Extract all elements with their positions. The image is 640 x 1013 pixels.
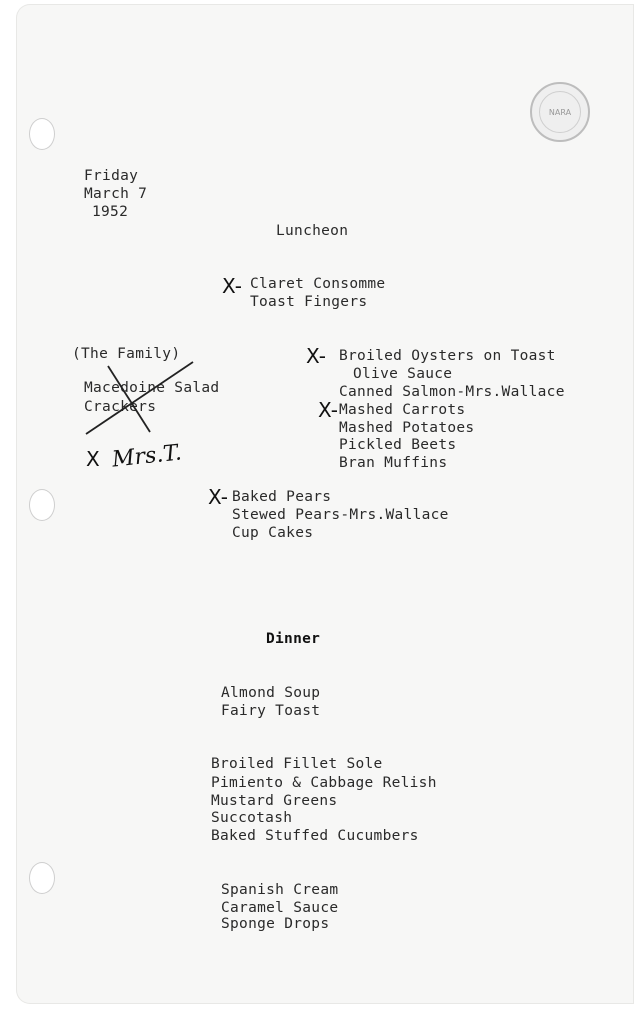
check-mark: X- [208,485,228,509]
luncheon-main-item: Mashed Carrots [339,402,466,418]
luncheon-main-item: Mashed Potatoes [339,420,475,436]
luncheon-title: Luncheon [276,223,349,239]
dinner-dessert-item: Sponge Drops [221,916,330,932]
luncheon-soup-item: Toast Fingers [250,294,368,310]
dinner-soup-item: Fairy Toast [221,703,321,719]
dinner-title: Dinner [266,631,321,647]
date-year: 1952 [92,204,129,220]
date-month: March 7 [84,186,148,202]
family-item: Crackers [84,399,157,415]
luncheon-main-item: Bran Muffins [339,455,448,471]
dinner-main-item: Pimiento & Cabbage Relish [211,775,437,791]
dinner-dessert-item: Caramel Sauce [221,900,339,916]
luncheon-main-item: Canned Salmon-Mrs.Wallace [339,384,565,400]
family-item: Macedoine Salad [84,380,220,396]
check-mark: X- [222,274,242,298]
dinner-main-item: Succotash [211,810,293,826]
family-label: (The Family) [72,346,181,362]
dinner-soup-item: Almond Soup [221,685,321,701]
luncheon-main-item: Olive Sauce [353,366,453,382]
binder-hole [29,862,55,894]
luncheon-dessert-item: Stewed Pears-Mrs.Wallace [232,507,449,523]
check-mark: X- [318,398,338,422]
luncheon-dessert-item: Cup Cakes [232,525,314,541]
luncheon-main-item: Pickled Beets [339,437,457,453]
archive-stamp [530,82,590,142]
dinner-main-item: Mustard Greens [211,793,338,809]
check-mark: X- [306,344,326,368]
dinner-main-item: Baked Stuffed Cucumbers [211,828,419,844]
date-day: Friday [84,168,139,184]
binder-hole [29,118,55,150]
menu-page [16,4,634,1004]
dinner-main-item: Broiled Fillet Sole [211,756,383,772]
dinner-dessert-item: Spanish Cream [221,882,339,898]
luncheon-dessert-item: Baked Pears [232,489,332,505]
check-mark: X [86,447,100,471]
handwritten-note: Mrs.T. [110,440,183,473]
luncheon-soup-item: Claret Consomme [250,276,386,292]
luncheon-main-item: Broiled Oysters on Toast [339,348,556,364]
cross-out-strike [78,354,208,440]
archive-stamp-text: NARA [539,91,581,133]
binder-hole [29,489,55,521]
